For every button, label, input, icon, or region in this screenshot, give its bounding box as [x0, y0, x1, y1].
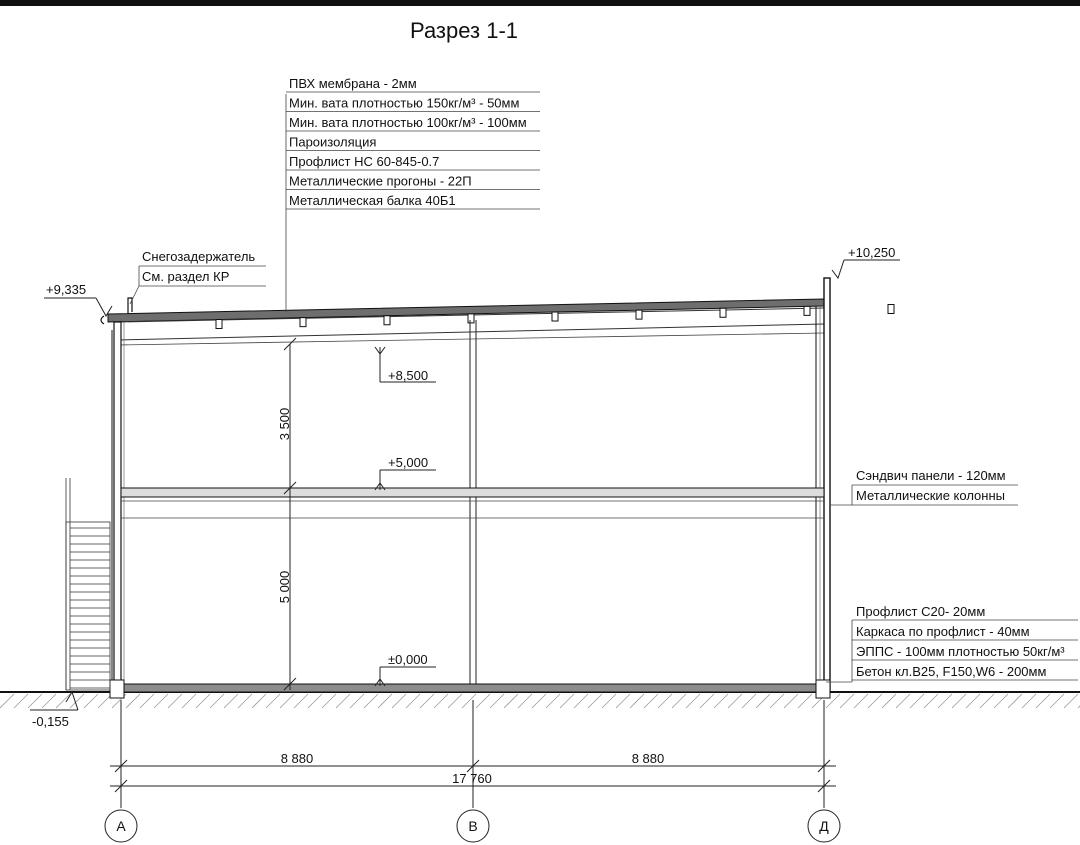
- roof-purlin: [636, 310, 642, 319]
- dim-total: 17 760: [452, 771, 492, 786]
- roof-notes: [289, 76, 527, 208]
- floor-2-slab: [121, 488, 824, 518]
- roof-note-line: ПВХ мембрана - 2мм: [289, 76, 417, 91]
- axis-label-d: Д: [819, 818, 829, 834]
- roof-note-line: Профлист НС 60-845-0.7: [289, 154, 440, 169]
- roof-note-line: Мин. вата плотностью 150кг/м³ - 50мм: [289, 95, 520, 111]
- roof-note-line: Металлическая балка 40Б1: [289, 193, 456, 208]
- height-dimension-line: [284, 338, 296, 690]
- roof-note-line: Пароизоляция: [289, 134, 377, 150]
- floor-note-line: Каркаса по профлист - 40мм: [856, 624, 1030, 639]
- roof-note-line: Мин. вата плотностью 100кг/м³ - 100мм: [289, 115, 527, 130]
- dim-span-right: 8 880: [631, 751, 665, 766]
- frame-top-border: [0, 0, 1080, 6]
- level-ceiling: +8,500: [388, 368, 429, 383]
- level-mark-floor1: [375, 667, 436, 686]
- right-wall: [816, 278, 830, 692]
- span-dimension-lines: [110, 700, 836, 808]
- level-ground: -0,155: [32, 714, 69, 729]
- roof-purlin: [384, 316, 390, 325]
- dim-upper-height: 3 500: [277, 407, 292, 441]
- axis-bubble-d: [808, 810, 840, 842]
- roof-purlin: [468, 314, 474, 323]
- axis-bubble-v: [457, 810, 489, 842]
- roof-purlin: [888, 305, 894, 314]
- wall-note-line-2: Металлические колонны: [856, 488, 1005, 503]
- floor-note-line: Профлист С20- 20мм: [856, 604, 986, 619]
- snow-note-line-2: См. раздел КР: [142, 269, 230, 284]
- floor-notes: [856, 604, 1065, 679]
- level-mark-floor2: [375, 470, 436, 490]
- floor-note-line: Бетон кл.В25, F150,W6 - 200мм: [856, 664, 1047, 679]
- roof-purlin: [552, 312, 558, 321]
- level-floor2: +5,000: [388, 455, 429, 470]
- external-staircase: [66, 478, 110, 690]
- section-title: Разрез 1-1: [410, 18, 519, 43]
- floor-note-line: ЭППС - 100мм плотностью 50кг/м³: [856, 644, 1065, 659]
- roof-note-line: Металлические прогоны - 22П: [289, 173, 472, 189]
- roof-purlin: [300, 318, 306, 327]
- level-mark-roof-left: [44, 298, 112, 316]
- level-mark-roof-right: [832, 260, 900, 278]
- axis-label-a: А: [116, 818, 126, 834]
- snow-note-line-1: Снегозадержатель: [142, 249, 256, 264]
- roof-purlin: [804, 306, 810, 315]
- level-roof-left: +9,335: [46, 282, 87, 297]
- roof-purlin: [720, 308, 726, 317]
- left-wall: [112, 322, 124, 692]
- middle-column: [470, 320, 476, 684]
- dim-span-left: 8 880: [280, 751, 314, 766]
- axis-label-v: В: [468, 818, 478, 834]
- level-floor1: ±0,000: [388, 652, 428, 667]
- axis-bubble-a: [105, 810, 137, 842]
- roof-purlin: [216, 320, 222, 329]
- roof-slab: [108, 299, 894, 345]
- dim-lower-height: 5 000: [277, 570, 292, 604]
- level-roof-right: +10,250: [848, 245, 896, 260]
- wall-note-line-1: Сэндвич панели - 120мм: [856, 468, 1006, 483]
- ground-line: [0, 692, 1080, 708]
